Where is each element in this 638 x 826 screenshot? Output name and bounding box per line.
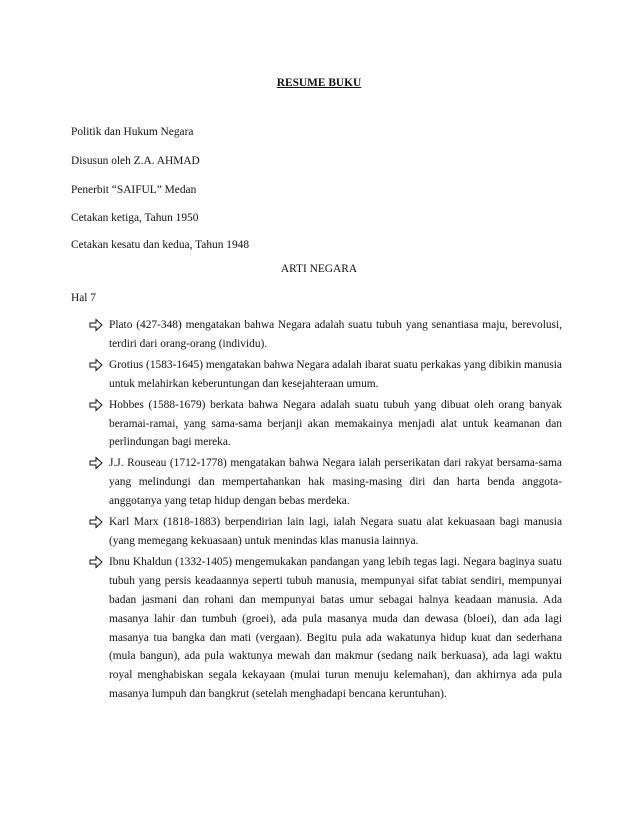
arrow-right-icon	[88, 356, 104, 374]
list-item-text: J.J. Rouseau (1712-1778) mengatakan bahwa Negara ialah perserikatan dari rakyat bersama-sama yang melindungi dan mempertahankan hak masing-masing diri dan harta benda anggota-anggotanya yang tetap hidup dengan bebas merdeka.	[109, 457, 562, 508]
list-item-text: Plato (427-348) mengatakan bahwa Negara adalah suatu tubuh yang senantiasa maju, berevolusi, terdiri dari orang-orang (individu).	[109, 319, 562, 350]
book-title: Politik dan Hukum Negara	[71, 126, 194, 138]
section-title: ARTI NEGARA	[280, 263, 358, 275]
book-edition: Cetakan ketiga, Tahun 1950	[71, 212, 199, 224]
list-item	[88, 356, 562, 394]
arrow-right-icon	[88, 396, 104, 414]
definition-list	[88, 316, 562, 706]
list-item-text: Hobbes (1588-1679) berkata bahwa Negara adalah suatu tubuh yang dibuat oleh orang banyak beramai-ramai, yang sama-sama berjanji akan memakainya menjadi alat untuk keamanan dan perlindungan bagi mereka.	[109, 398, 562, 449]
list-item-text: Grotius (1583-1645) mengatakan bahwa Negara adalah ibarat suatu perkakas yang dibikin manusia untuk melahirkan keberuntungan dan kesejahteraan umum.	[109, 358, 562, 390]
page-reference: Hal 7	[71, 292, 96, 304]
book-first-edition: Cetakan kesatu dan kedua, Tahun 1948	[71, 239, 250, 251]
book-author: Disusun oleh Z.A. AHMAD	[71, 155, 200, 167]
list-item	[88, 454, 562, 511]
document-title: RESUME BUKU	[276, 77, 362, 89]
list-item	[88, 553, 562, 704]
list-item-text: Ibnu Khaldun (1332-1405) mengemukakan pandangan yang lebih tegas lagi. Negara baginya suatu tubuh yang persis keadaannya seperti tubuh manusia, mempunyai sifat tabiat sendiri, mempunyai badan jasmani dan rohani dan mempunyai batas umur sebagai halnya keadaan manusia. Ada masanya lahir dan tumbuh (groei), ada pula masanya muda dan dewasa (bloei), dan ada lagi masanya tua bangka dan mati (vergaan). Begitu pula ada wakatunya hidup kuat dan sederhana (mula bangun), ada pula waktunya mewah dan makmur (sedang naik berkuasa), ada lagi waktu royal menghabiskan segala kekayaan (mulai turun menuju kelemahan), dan akhirnya ada pula masanya lumpuh dan bangkrut (setelah menghadapi bencana keruntuhan).	[109, 555, 562, 701]
list-item	[88, 396, 562, 453]
list-item-text: Karl Marx (1818-1883) berpendirian lain lagi, ialah Negara suatu alat kekuasaan bagi manusia (yang memegang kekuasaan) untuk menindas klas manusia lainnya.	[109, 516, 562, 547]
arrow-right-icon	[88, 513, 104, 531]
list-item	[88, 513, 562, 551]
arrow-right-icon	[88, 316, 104, 334]
list-item	[88, 316, 562, 354]
arrow-right-icon	[88, 454, 104, 472]
arrow-right-icon	[88, 553, 104, 571]
book-publisher: Penerbit “SAIFUL” Medan	[71, 184, 197, 196]
